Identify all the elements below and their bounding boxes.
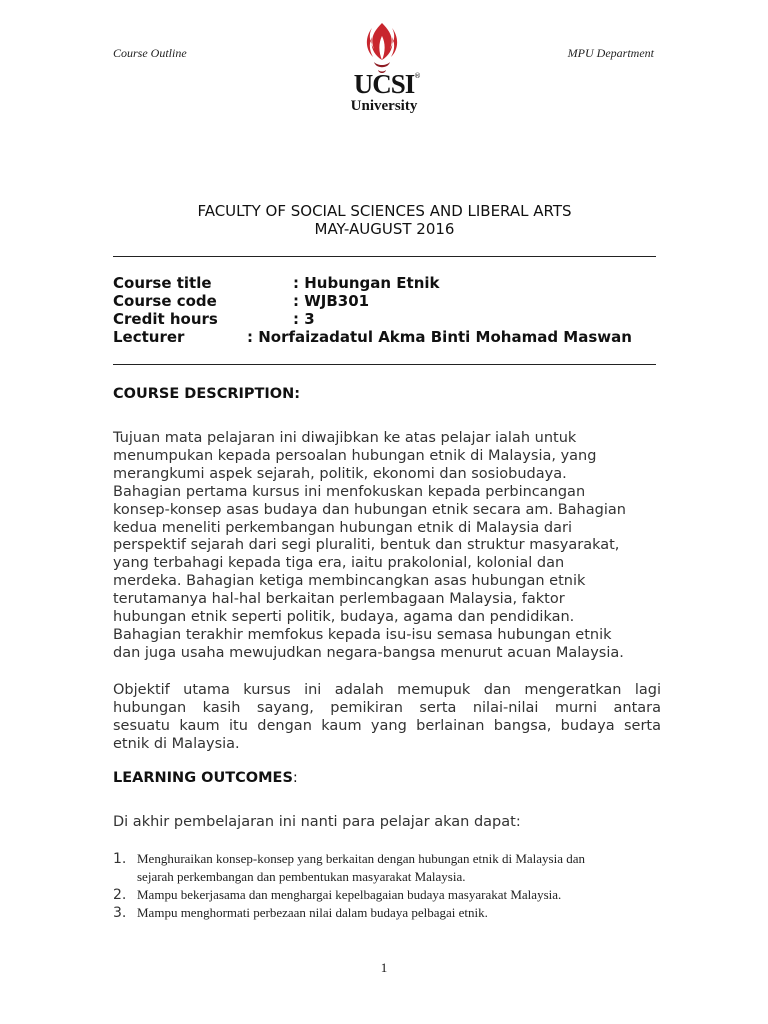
learning-outcomes-list <box>113 850 663 922</box>
course-info <box>113 274 673 346</box>
text-line: menumpukan kepada persoalan hubungan etnik di Malaysia, yang <box>113 447 597 464</box>
page-number: 1 <box>380 960 388 975</box>
text-line: Tujuan mata pelajaran ini diwajibkan ke atas pelajar ialah untuk <box>113 430 577 446</box>
list-number: 3. <box>113 905 127 921</box>
logo-registered-mark: ® <box>414 72 421 80</box>
list-item <box>113 850 663 886</box>
divider-top <box>113 256 656 257</box>
list-number: 2. <box>113 887 127 903</box>
list-text: Mampu bekerjasama dan menghargai kepelbagaian budaya masyarakat Malaysia. <box>137 887 562 902</box>
course-code-row <box>113 292 673 310</box>
lecturer-label: Lecturer <box>113 328 185 346</box>
text-line: konsep-konsep asas budaya dan hubungan etnik secara am. Bahagian <box>113 501 626 518</box>
list-text: Menghuraikan konsep-konsep yang berkaitan dengan hubungan etnik di Malaysia dan <box>137 851 586 866</box>
text-line: merangkumi aspek sejarah, politik, ekonomi dan sosiobudaya. <box>113 465 567 482</box>
divider-bottom <box>113 364 656 365</box>
text-line: etnik di Malaysia. <box>113 735 240 752</box>
text-line: Bahagian terakhir memfokus kepada isu-isu semasa hubungan etnik <box>113 626 612 643</box>
description-paragraph-1 <box>113 430 661 663</box>
text-line: sesuatu kaum itu dengan kaum yang berlainan bangsa, budaya serta <box>113 717 661 734</box>
learning-outcomes-colon: : <box>292 770 298 786</box>
header-course-outline: Course Outline <box>113 46 187 60</box>
faculty-name: FACULTY OF SOCIAL SCIENCES AND LIBERAL ARTS <box>197 202 572 220</box>
text-line: perspektif sejarah dari segi pluraliti, bentuk dan struktur masyarakat, <box>113 537 620 554</box>
credit-hours-row <box>113 310 673 328</box>
course-title-value: : Hubungan Etnik <box>293 274 440 292</box>
lecturer-value: : Norfaizadatul Akma Binti Mohamad Maswan <box>247 328 632 346</box>
list-text: sejarah perkembangan dan pembentukan masyarakat Malaysia. <box>137 869 466 884</box>
flame-icon <box>360 22 404 74</box>
learning-outcomes-title: LEARNING OUTCOMES <box>113 770 293 786</box>
course-description-heading: COURSE DESCRIPTION: <box>113 386 301 402</box>
text-line: dan juga usaha mewujudkan negara-bangsa menurut acuan Malaysia. <box>113 644 624 661</box>
list-text: Mampu menghormati perbezaan nilai dalam budaya pelbagai etnik. <box>137 905 488 920</box>
text-line: hubungan kasih sayang, pemikiran serta nilai-nilai murni antara <box>113 699 661 716</box>
logo-university: University <box>350 98 418 114</box>
faculty-title <box>113 202 656 238</box>
credit-hours-value: : 3 <box>293 310 315 328</box>
course-title-label: Course title <box>113 274 212 292</box>
text-line: hubungan etnik seperti politik, budaya, agama dan pendidikan. <box>113 609 575 626</box>
logo-wordmark: UCSI <box>353 69 415 99</box>
text-line: Bahagian pertama kursus ini menfokuskan kepada perbincangan <box>113 483 586 500</box>
course-code-label: Course code <box>113 292 217 310</box>
course-code-value: : WJB301 <box>293 292 370 310</box>
learning-intro: Di akhir pembelajaran ini nanti para pelajar akan dapat: <box>113 814 521 830</box>
lecturer-row <box>113 328 673 346</box>
list-item <box>113 886 663 904</box>
text-line: Objektif utama kursus ini adalah memupuk dan mengeratkan lagi <box>113 682 661 698</box>
text-line: merdeka. Bahagian ketiga membincangkan asas hubungan etnik <box>113 573 586 590</box>
list-number: 1. <box>113 851 127 867</box>
description-paragraph-2 <box>113 682 661 754</box>
text-line: terutamanya hal-hal berkaitan perlembagaan Malaysia, faktor <box>113 591 565 608</box>
text-line: yang terbahagi kepada tiga era, iaitu prakolonial, kolonial dan <box>113 555 565 572</box>
list-item <box>113 904 663 922</box>
learning-outcomes-heading <box>113 770 298 786</box>
header-department: MPU Department <box>567 46 654 60</box>
text-line: kedua meneliti perkembangan hubungan etnik di Malaysia dari <box>113 519 572 536</box>
course-title-row <box>113 274 673 292</box>
semester: MAY-AUGUST 2016 <box>314 220 455 238</box>
ucsi-logo <box>338 22 430 122</box>
credit-hours-label: Credit hours <box>113 310 218 328</box>
